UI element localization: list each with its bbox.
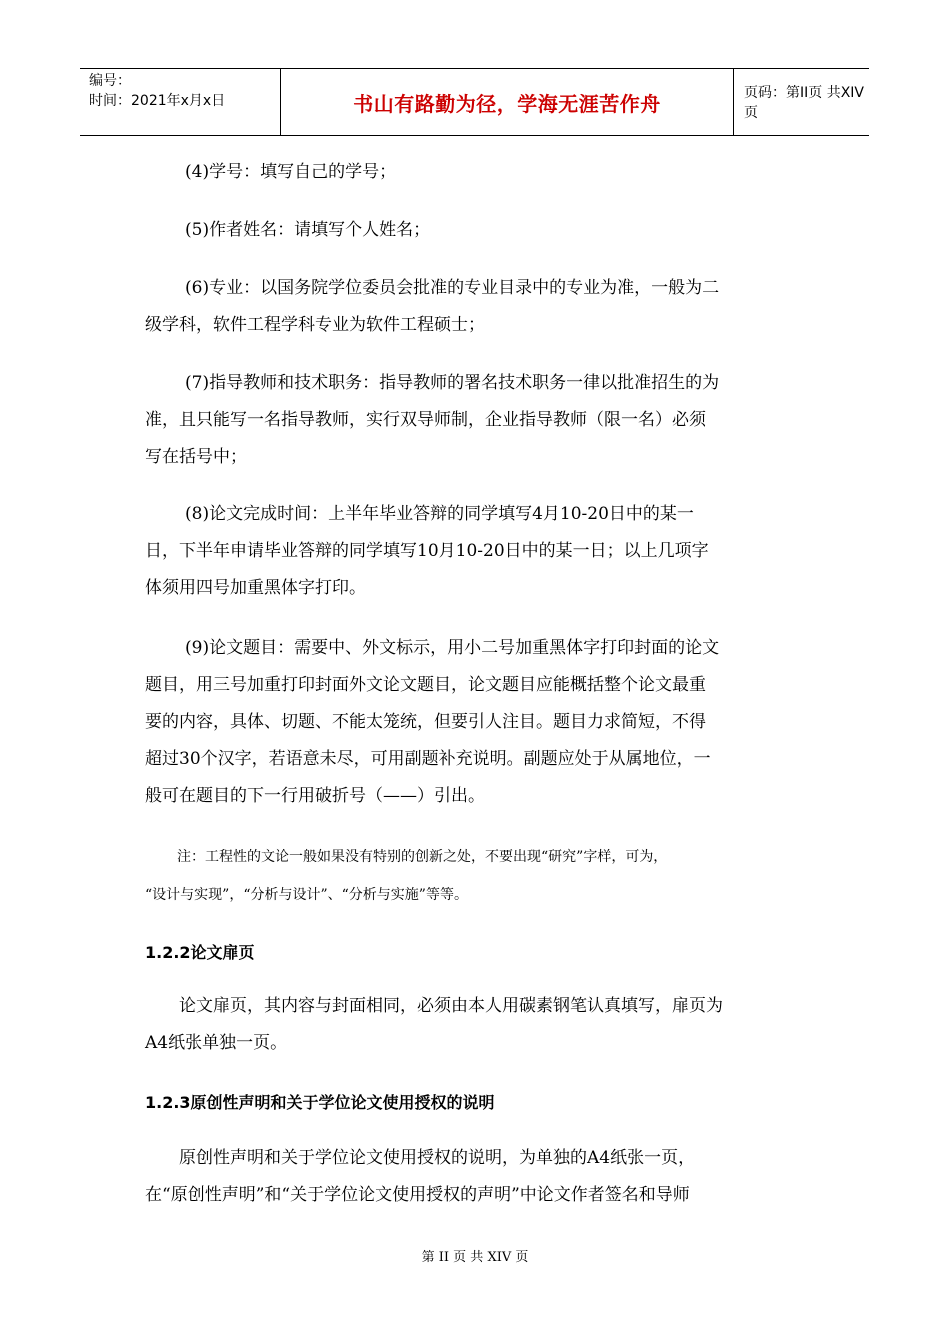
section-1-2-3-body bbox=[145, 1140, 810, 1214]
note bbox=[145, 838, 810, 914]
text-line: 题目，用三号加重打印封面外文论文题目，论文题目应能概括整个论文最重 bbox=[145, 675, 706, 695]
item-5 bbox=[145, 212, 810, 249]
item-8 bbox=[145, 496, 810, 607]
note-line: 注：工程性的文论一般如果没有特别的创新之处，不要出现“研究”字样，可为， bbox=[177, 849, 668, 865]
text-line: 准，且只能写一名指导教师，实行双导师制，企业指导教师（限一名）必须 bbox=[145, 410, 706, 430]
text-line: 日，下半年申请毕业答辩的同学填写10月10-20日中的某一日；以上几项字 bbox=[145, 541, 709, 561]
item-4 bbox=[145, 154, 810, 191]
date-label: 时间：2021年x月x日 bbox=[89, 93, 226, 109]
page-footer: 第 II 页 共 XIV 页 bbox=[421, 1250, 529, 1265]
text-line: (8)论文完成时间：上半年毕业答辩的同学填写4月10-20日中的某一 bbox=[185, 504, 694, 524]
text-line: 超过30个汉字，若语意未尽，可用副题补充说明。副题应处于从属地位，一 bbox=[145, 749, 711, 769]
text-line: (7)指导教师和技术职务：指导教师的署名技术职务一律以批准招生的为 bbox=[185, 373, 720, 393]
text-line: (6)专业：以国务院学位委员会批准的专业目录中的专业为准，一般为二 bbox=[185, 278, 720, 298]
text-line: 论文扉页，其内容与封面相同，必须由本人用碳素钢笔认真填写，扉页为 bbox=[179, 996, 723, 1016]
header-motto-cell bbox=[280, 69, 734, 135]
item-7 bbox=[145, 365, 810, 476]
item-6 bbox=[145, 270, 810, 344]
text-line: (5)作者姓名：请填写个人姓名； bbox=[185, 220, 431, 240]
text-line: A4纸张单独一页。 bbox=[145, 1033, 288, 1053]
note-line: “设计与实现”，“分析与设计”、“分析与实施”等等。 bbox=[145, 887, 468, 903]
header-page-cell bbox=[734, 69, 869, 135]
section-heading-1-2-3: 1.2.3原创性声明和关于学位论文使用授权的说明 bbox=[145, 1093, 495, 1112]
text-line: 般可在题目的下一行用破折号（——）引出。 bbox=[145, 786, 485, 806]
text-line: 写在括号中； bbox=[145, 447, 247, 467]
header-meta bbox=[80, 69, 280, 135]
text-line: (9)论文题目：需要中、外文标示，用小二号加重黑体字打印封面的论文 bbox=[185, 638, 720, 658]
section-1-2-2-body bbox=[145, 988, 810, 1062]
section-heading-1-2-2: 1.2.2论文扉页 bbox=[145, 943, 255, 962]
header-motto: 书山有路勤为径，学海无涯苦作舟 bbox=[353, 91, 661, 116]
item-9 bbox=[145, 630, 810, 815]
page-header bbox=[80, 68, 869, 136]
text-line: 体须用四号加重黑体字打印。 bbox=[145, 578, 366, 598]
text-line: 级学科，软件工程学科专业为软件工程硕士； bbox=[145, 315, 485, 335]
number-label: 编号： bbox=[89, 73, 131, 89]
text-line: (4)学号：填写自己的学号； bbox=[185, 162, 397, 182]
text-line: 在“原创性声明”和“关于学位论文使用授权的声明”中论文作者签名和导师 bbox=[145, 1185, 690, 1205]
text-line: 要的内容，具体、切题、不能太笼统，但要引人注目。题目力求简短，不得 bbox=[145, 712, 706, 732]
text-line: 原创性声明和关于学位论文使用授权的说明，为单独的A4纸张一页， bbox=[179, 1148, 696, 1168]
header-page-label: 页码：第II页 共XIV页 bbox=[744, 85, 865, 121]
